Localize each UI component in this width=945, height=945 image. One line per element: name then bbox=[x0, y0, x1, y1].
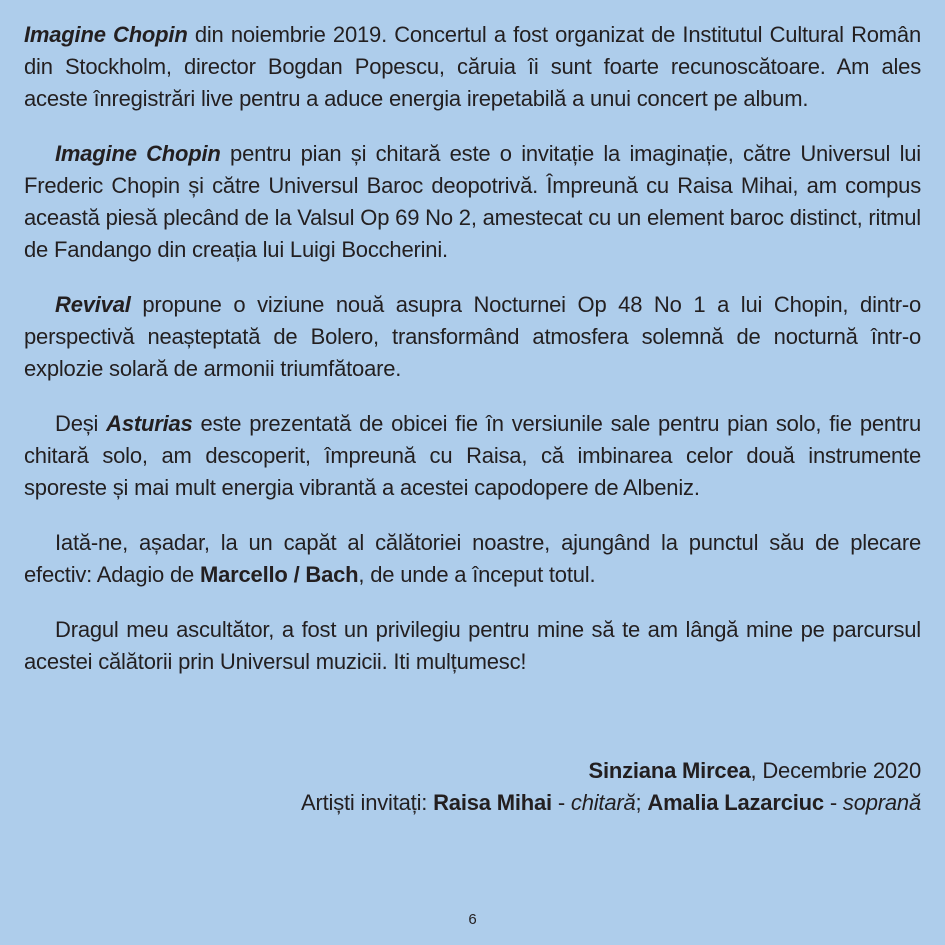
paragraph-text: Deși bbox=[55, 411, 107, 436]
guest-name-amalia-lazarciuc: Amalia Lazarciuc bbox=[647, 790, 824, 815]
signature-block bbox=[301, 755, 921, 819]
guest-separator: - bbox=[551, 790, 571, 815]
paragraph-text: pentru pian și chitară este o invitație la imaginație, către Universul lui Frederic Chopin și către Universul Baroc deopotrivă. Împreună cu Raisa Mihai, am compus această piesă plecând de la Valsul Op 69 No 2, amestecat cu un element baroc distinct, ritmul de Fandango din creația lui Luigi Boccherini. bbox=[24, 141, 921, 262]
guest-role-soprano: soprană bbox=[842, 790, 921, 815]
page-number: 6 bbox=[468, 911, 477, 928]
paragraph-closing bbox=[24, 614, 921, 678]
guest-role-guitar: chitară bbox=[570, 790, 636, 815]
signature-date: , Decembrie 2020 bbox=[750, 758, 921, 783]
signature-author-line bbox=[301, 755, 921, 787]
paragraph-text: , de unde a început totul. bbox=[358, 562, 596, 587]
guest-artists-line bbox=[301, 787, 921, 819]
guest-name-raisa-mihai: Raisa Mihai bbox=[433, 790, 552, 815]
paragraph-imagine-chopin-concert bbox=[24, 19, 921, 115]
paragraph-text: din noiembrie 2019. Concertul a fost organizat de Institutul Cultural Român din Stockholm, director Bogdan Popescu, căruia îi sunt foarte recunoscătoare. Am ales aceste înregistrări live pentru a aduce energia irepetabilă a unui concert pe album. bbox=[24, 22, 921, 111]
paragraph-text: propune o viziune nouă asupra Nocturnei Op 48 No 1 a lui Chopin, dintr-o perspectivă neașteptată de Bolero, transformând atmosfera solemnă de nocturnă într-o explozie solară de armonii triumfătoare. bbox=[24, 292, 921, 381]
guest-divider: ; bbox=[635, 790, 648, 815]
paragraph-text: este prezentată de obicei fie în versiunile sale pentru pian solo, fie pentru chitară solo, am descoperit, împreună cu Raisa, că imbinarea celor două instrumente sporeste și mai mult energia vibrantă a acestei capodopere de Albeniz. bbox=[24, 411, 921, 500]
paragraph-imagine-chopin-description bbox=[24, 138, 921, 266]
guest-artists-label: Artiști invitați: bbox=[301, 790, 434, 815]
paragraph-asturias bbox=[24, 408, 921, 504]
work-title-marcello-bach: Marcello / Bach bbox=[200, 562, 359, 587]
guest-separator: - bbox=[823, 790, 843, 815]
paragraph-text: Dragul meu ascultător, a fost un privilegiu pentru mine să te am lângă mine pe parcursul acestei călătorii prin Universul muzicii. Iti mulțumesc! bbox=[24, 617, 921, 674]
work-title-imagine-chopin: Imagine Chopin bbox=[55, 141, 221, 166]
paragraph-adagio bbox=[24, 527, 921, 591]
paragraph-revival bbox=[24, 289, 921, 385]
author-name: Sinziana Mircea bbox=[588, 758, 751, 783]
work-title-imagine-chopin: Imagine Chopin bbox=[24, 22, 188, 47]
paragraph-text: Iată-ne, așadar, la un capăt al călătoriei noastre, ajungând la punctul său de plecare efectiv: Adagio de bbox=[24, 530, 921, 587]
work-title-revival: Revival bbox=[55, 292, 131, 317]
work-title-asturias: Asturias bbox=[106, 411, 193, 436]
